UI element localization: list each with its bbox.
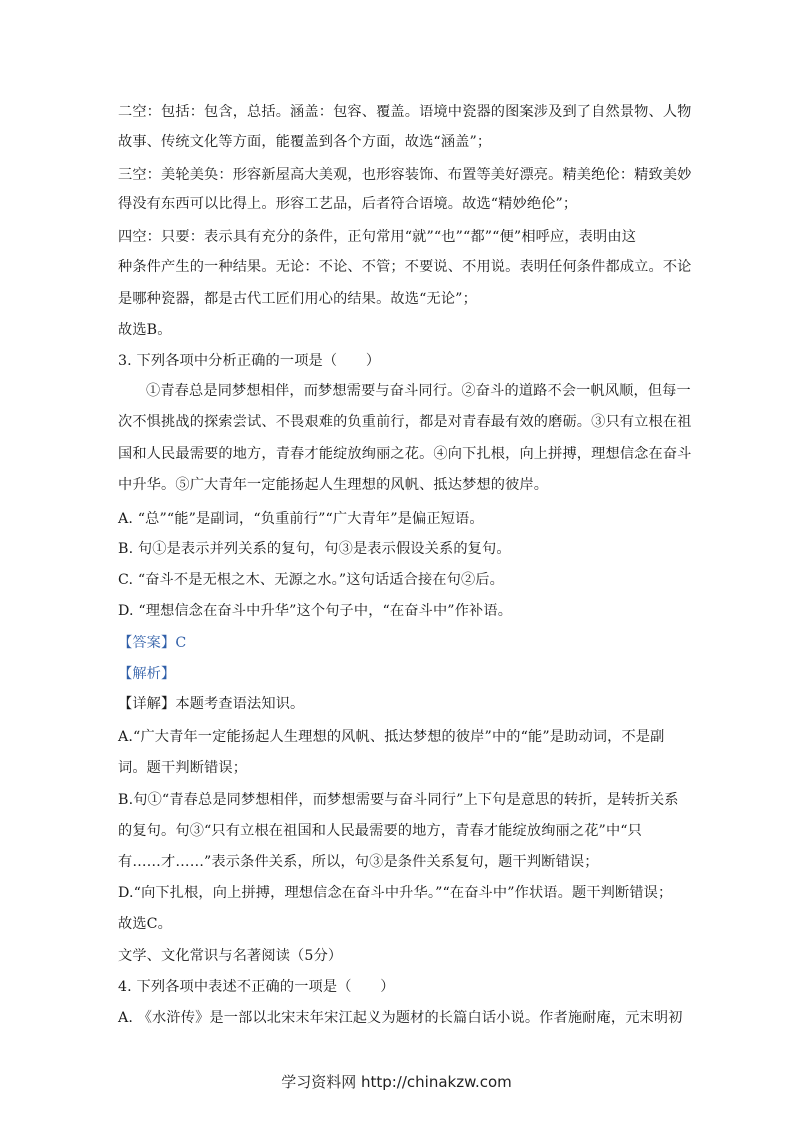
text-line: 故选B。 [118,322,172,338]
footer-watermark: 学习资料网 http://chinakzw.com [281,1073,512,1091]
explanation-line: B.句①“青春总是同梦想相伴，而梦想需要与奋斗同行”上下句是意思的转折，是转折关系 [118,792,679,808]
option-c: C. “奋斗不是无根之木、无源之水。”这句话适合接在句②后。 [118,572,504,588]
passage-line: 中升华。⑤广大青年一定能扬起人生理想的风帆、抵达梦想的彼岸。 [118,477,549,493]
explanation-line: 的复句。句③“只有立根在祖国和人民最需要的地方，青春才能绽放绚丽之花”中“只 [118,823,643,839]
text-line: 是哪种瓷器，都是古代工匠们用心的结果。故选“无论”； [118,291,477,307]
explanation-line: A.“广大青年一定能扬起人生理想的风帆、抵达梦想的彼岸”中的“能”是助动词，不是副 [118,729,665,745]
explanation-line: 词。题干判断错误； [118,760,248,776]
section-heading: 文学、文化常识与名著阅读（5分） [118,948,343,964]
passage-line: 国和人民最需要的地方，青春才能绽放绚丽之花。④向下扎根，向上拼搏，理想信念在奋斗 [118,446,692,462]
option-d: D. “理想信念在奋斗中升华”这个句子中，“在奋斗中”作补语。 [118,603,513,619]
question-heading: 3. 下列各项中分析正确的一项是（ ） [118,353,381,369]
option-a: A. 《水浒传》是一部以北宋末年宋江起义为题材的长篇白话小说。作者施耐庵，元末明初 [118,1010,683,1026]
explanation-line: 故选C。 [118,916,173,932]
passage-line: ①青春总是同梦想相伴，而梦想需要与奋斗同行。②奋斗的道路不会一帆风顺，但每一 [146,383,691,399]
explanation-line: 有……才……”表示条件关系，所以，句③是条件关系复句，题干判断错误； [118,854,599,870]
text-line: 得没有东西可以比得上。形容工艺品，后者符合语境。故选“精妙绝伦”； [118,196,578,212]
option-b: B. 句①是表示并列关系的复句，句③是表示假设关系的复句。 [118,541,511,557]
text-line: 故事、传统文化等方面，能覆盖到各个方面，故选“涵盖”； [118,134,492,150]
option-a: A. “总”“能”是副词，“负重前行”“广大青年”是偏正短语。 [118,511,484,527]
text-line: 二空：包括：包含，总括。涵盖：包容、覆盖。语境中瓷器的图案涉及到了自然景物、人物 [118,104,692,120]
detail-heading: 【详解】本题考查语法知识。 [118,696,305,712]
text-line: 四空：只要：表示具有充分的条件，正句常用“就”“也”“都”“便”相呼应，表明由这 [118,229,637,245]
explanation-line: D.“向下扎根，向上拼搏，理想信念在奋斗中升华。”“在奋斗中”作状语。题干判断错误； [118,885,673,901]
analysis-label: 【解析】 [118,666,176,682]
passage-line: 次不惧挑战的探索尝试、不畏艰难的负重前行，都是对青春最有效的磨砺。③只有立根在祖 [118,414,692,430]
question-heading: 4. 下列各项中表述不正确的一项是（ ） [118,979,395,995]
answer-label: 【答案】C [118,635,187,651]
text-line: 种条件产生的一种结果。无论：不论、不管；不要说、不用说。表明任何条件都成立。不论 [118,259,692,275]
text-line: 三空：美轮美奂：形容新屋高大美观，也形容装饰、布置等美好漂亮。精美绝伦：精致美妙 [118,167,692,183]
